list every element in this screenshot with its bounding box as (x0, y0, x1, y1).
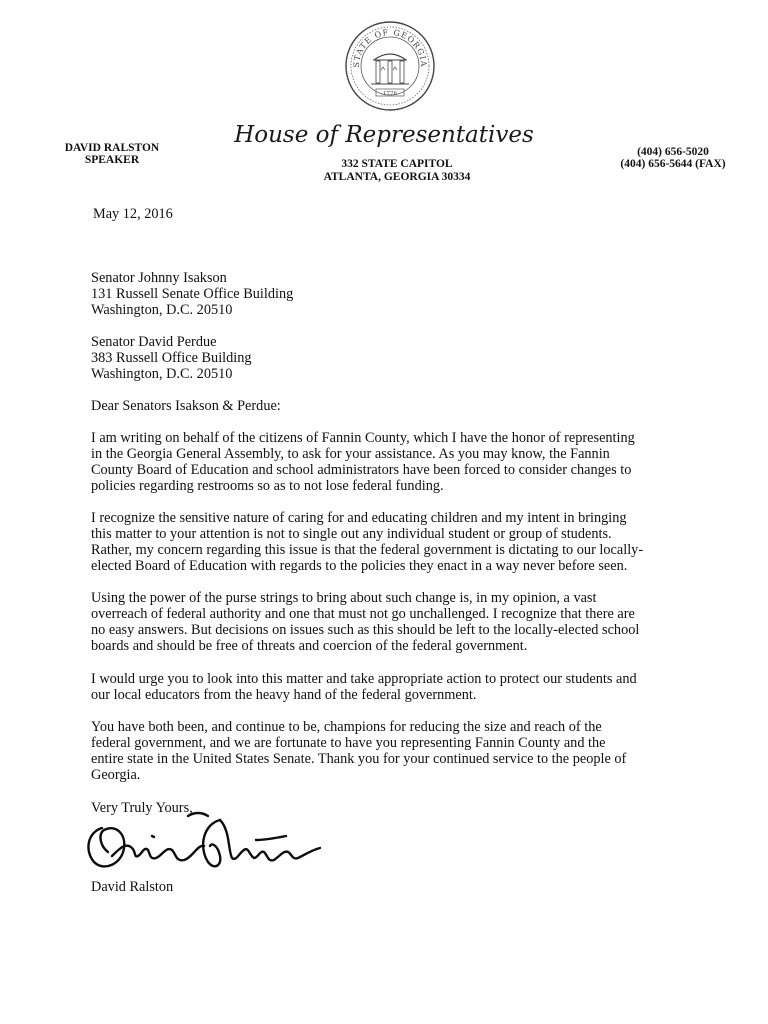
paragraph-line: overreach of federal authority and one that must not go unchallenged. I recognize that there are (91, 606, 635, 622)
office-address (280, 158, 514, 184)
speaker-title: SPEAKER (84, 154, 140, 166)
recipient-address (91, 270, 293, 318)
paragraph-line: this matter to your attention is not to single out any individual student or group of students. (91, 526, 612, 542)
paragraph-line: Rather, my concern regarding this issue is that the federal government is dictating to our locally- (91, 542, 644, 558)
salutation: Dear Senators Isakson & Perdue: (91, 398, 281, 414)
closing: Very Truly Yours, (91, 800, 193, 816)
body-paragraph (91, 430, 691, 494)
body-paragraph (91, 510, 691, 574)
paragraph-line: our local educators from the heavy hand of the federal government. (91, 687, 477, 703)
paragraph-line: County Board of Education and school administrators have been forced to consider changes to (91, 462, 632, 478)
paragraph-line: I would urge you to look into this matter and take appropriate action to protect our students and (91, 671, 637, 687)
address-line: 131 Russell Senate Office Building (91, 286, 294, 302)
paragraph-line: I recognize the sensitive nature of caring for and educating children and my intent in bringing (91, 510, 627, 526)
letter-date: May 12, 2016 (93, 206, 173, 222)
paragraph-line: I am writing on behalf of the citizens of Fannin County, which I have the honor of representing (91, 430, 635, 446)
address-line-1: 332 STATE CAPITOL (341, 158, 453, 170)
fax-number: (404) 656-5644 (FAX) (620, 158, 726, 170)
state-seal-icon (344, 20, 436, 112)
address-line: Washington, D.C. 20510 (91, 366, 233, 382)
paragraph-line: entire state in the United States Senate. Thank you for your continued service to the people of (91, 751, 627, 767)
signature (80, 806, 330, 886)
recipient-address (91, 334, 252, 382)
svg-text:STATE OF GEORGIA: STATE OF GEORGIA (351, 27, 429, 68)
svg-text:1776: 1776 (383, 91, 397, 97)
paragraph-line: boards and should be free of threats and coercion of the federal government. (91, 638, 528, 654)
paragraph-line: no easy answers. But decisions on issues such as this should be left to the locally-elected school (91, 622, 640, 638)
house-title: House of Representatives (234, 122, 534, 148)
speaker-block (50, 142, 174, 166)
body-paragraph (91, 590, 691, 654)
signer-name: David Ralston (91, 879, 174, 895)
contact-numbers (604, 146, 742, 170)
address-line: 383 Russell Office Building (91, 350, 252, 366)
paragraph-line: elected Board of Education with regards to the policies they enact in a way never before seen. (91, 558, 628, 574)
paragraph-line: Georgia. (91, 767, 141, 783)
address-line: Washington, D.C. 20510 (91, 302, 233, 318)
paragraph-line: Using the power of the purse strings to bring about such change is, in my opinion, a vast (91, 590, 597, 606)
body-paragraph (91, 671, 691, 703)
phone-number: (404) 656-5020 (637, 146, 709, 158)
paragraph-line: in the Georgia General Assembly, to ask for your assistance. As you may know, the Fannin (91, 446, 610, 462)
address-line-2: ATLANTA, GEORGIA 30334 (323, 171, 471, 183)
body-paragraph (91, 719, 691, 783)
address-line: Senator Johnny Isakson (91, 270, 227, 286)
paragraph-line: federal government, and we are fortunate to have you representing Fannin County and the (91, 735, 606, 751)
speaker-name: DAVID RALSTON (64, 142, 160, 154)
address-line: Senator David Perdue (91, 334, 217, 350)
paragraph-line: policies regarding restrooms so as to not lose federal funding. (91, 478, 444, 494)
paragraph-line: You have both been, and continue to be, champions for reducing the size and reach of the (91, 719, 602, 735)
